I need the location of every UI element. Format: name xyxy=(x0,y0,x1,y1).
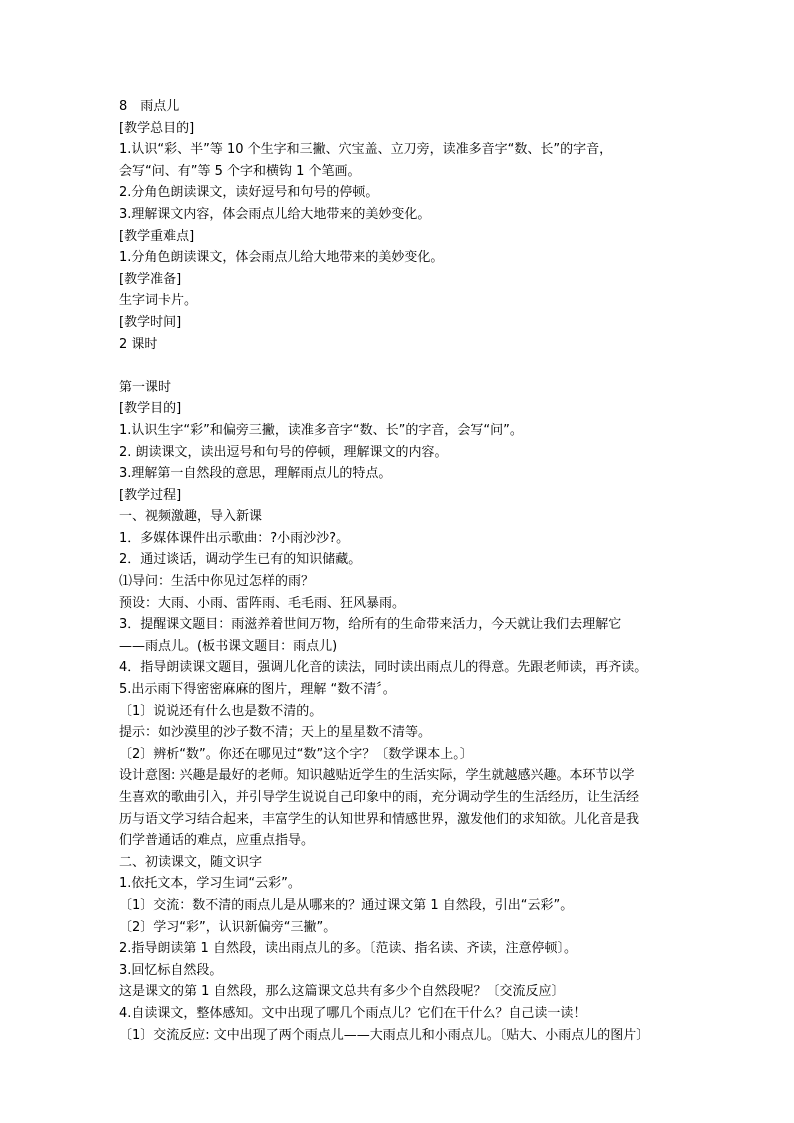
text-line: [教学过程] xyxy=(119,487,182,503)
text-line: [教学总目的] xyxy=(119,120,195,136)
text-line: ⑴导问：生活中你见过怎样的雨？ xyxy=(119,574,315,590)
text-line: 〔2〕辨析“数”。你还在哪见过“数”这个字？〔数学课本上。〕 xyxy=(119,746,473,762)
text-line: ——雨点儿。(板书课文题目：雨点儿) xyxy=(119,638,338,654)
text-line: 2 课时 xyxy=(119,336,158,352)
text-line: 2. 朗读课文，读出逗号和句号的停顿，理解课文的内容。 xyxy=(119,444,448,460)
text-line: 1.依托文本，学习生词“云彩”。 xyxy=(119,876,301,892)
text-line: 历与语文学习结合起来，丰富学生的认知世界和情感世界，激发他们的求知欲。儿化音是我 xyxy=(119,811,640,827)
text-line: 2.分角色朗读课文，读好逗号和句号的停顿。 xyxy=(119,185,379,201)
text-line: 〔1〕说说还有什么也是数不清的。 xyxy=(119,703,323,719)
text-line: [教学重难点] xyxy=(119,228,195,244)
text-line: 1.分角色朗读课文，体会雨点儿给大地带来的美妙变化。 xyxy=(119,250,444,266)
text-line: 4．指导朗读课文题目，强调儿化音的读法，同时读出雨点儿的得意。先跟老师读，再齐读。 xyxy=(119,660,648,676)
text-line: 3.理解第一自然段的意思，理解雨点儿的特点。 xyxy=(119,466,392,482)
text-line: 2．通过谈话，调动学生已有的知识储藏。 xyxy=(119,552,362,568)
text-line: [教学准备] xyxy=(119,271,182,287)
text-line: [教学目的] xyxy=(119,401,182,417)
text-line: 们学普通话的难点，应重点指导。 xyxy=(119,833,315,849)
text-line xyxy=(119,355,679,377)
text-line: 这是课文的第 1 自然段，那么这篇课文总共有多少个自然段呢？〔交流反应〕 xyxy=(119,984,565,1000)
text-line: 第一课时 xyxy=(119,379,172,395)
text-line: 预设：大雨、小雨、雷阵雨、毛毛雨、狂风暴雨。 xyxy=(119,595,406,611)
text-line: [教学时间] xyxy=(119,314,182,330)
text-line: 4.自读课文，整体感知。文中出现了哪几个雨点儿？它们在干什么？自己读一读！ xyxy=(119,1005,587,1021)
text-line: 生喜欢的歌曲引入，并引导学生说说自己印象中的雨，充分调动学生的生活经历，让生活经 xyxy=(119,790,640,805)
text-line: 设计意图: 兴趣是最好的老师。知识越贴近学生的生活实际，学生就越感兴趣。本环节以学 xyxy=(119,768,635,784)
document-body xyxy=(119,96,679,1046)
text-line: 8 雨点儿 xyxy=(119,99,180,114)
text-line: 3.回忆标自然段。 xyxy=(119,962,223,978)
text-line: 一、视频激趣，导入新课 xyxy=(119,509,263,525)
text-line: 5.出示雨下得密密麻麻的图片，理解 “数不清〞。 xyxy=(119,682,396,698)
text-line: 会写“问、有”等 5 个字和横钩 1 个笔画。 xyxy=(119,163,361,179)
text-line: 提示：如沙漠里的沙子数不清；天上的星星数不清等。 xyxy=(119,725,432,741)
text-line: 2.指导朗读第 1 自然段，读出雨点儿的多。〔范读、指名读、齐读，注意停顿〕。 xyxy=(119,941,577,957)
text-line: 〔1〕交流反应: 文中出现了两个雨点儿——大雨点儿和小雨点儿。〔贴大、小雨点儿的图片〕 xyxy=(119,1027,650,1043)
text-line: 3.理解课文内容，体会雨点儿给大地带来的美妙变化。 xyxy=(119,206,431,222)
text-line: 1．多媒体课件出示歌曲：?小雨沙沙?。 xyxy=(119,530,350,546)
text-line: 〔2〕学习“彩”，认识新偏旁“三撇”。 xyxy=(119,919,337,935)
text-line: 1.认识生字“彩”和偏旁三撇，读准多音字“数、长”的字音，会写“问”。 xyxy=(119,422,523,438)
text-line: 〔1〕交流：数不清的雨点儿是从哪来的？通过课文第 1 自然段，引出“云彩”。 xyxy=(119,897,574,913)
text-line: 二、初读课文，随文识字 xyxy=(119,854,263,870)
text-line: 生字词卡片。 xyxy=(119,293,198,309)
text-line: 3．提醒课文题目：雨滋养着世间万物，给所有的生命带来活力，今天就让我们去理解它 xyxy=(119,617,622,633)
text-line: 1.认识“彩、半”等 10 个生字和三撇、穴宝盖、立刀旁，读准多音字“数、长”的字音， xyxy=(119,142,613,158)
